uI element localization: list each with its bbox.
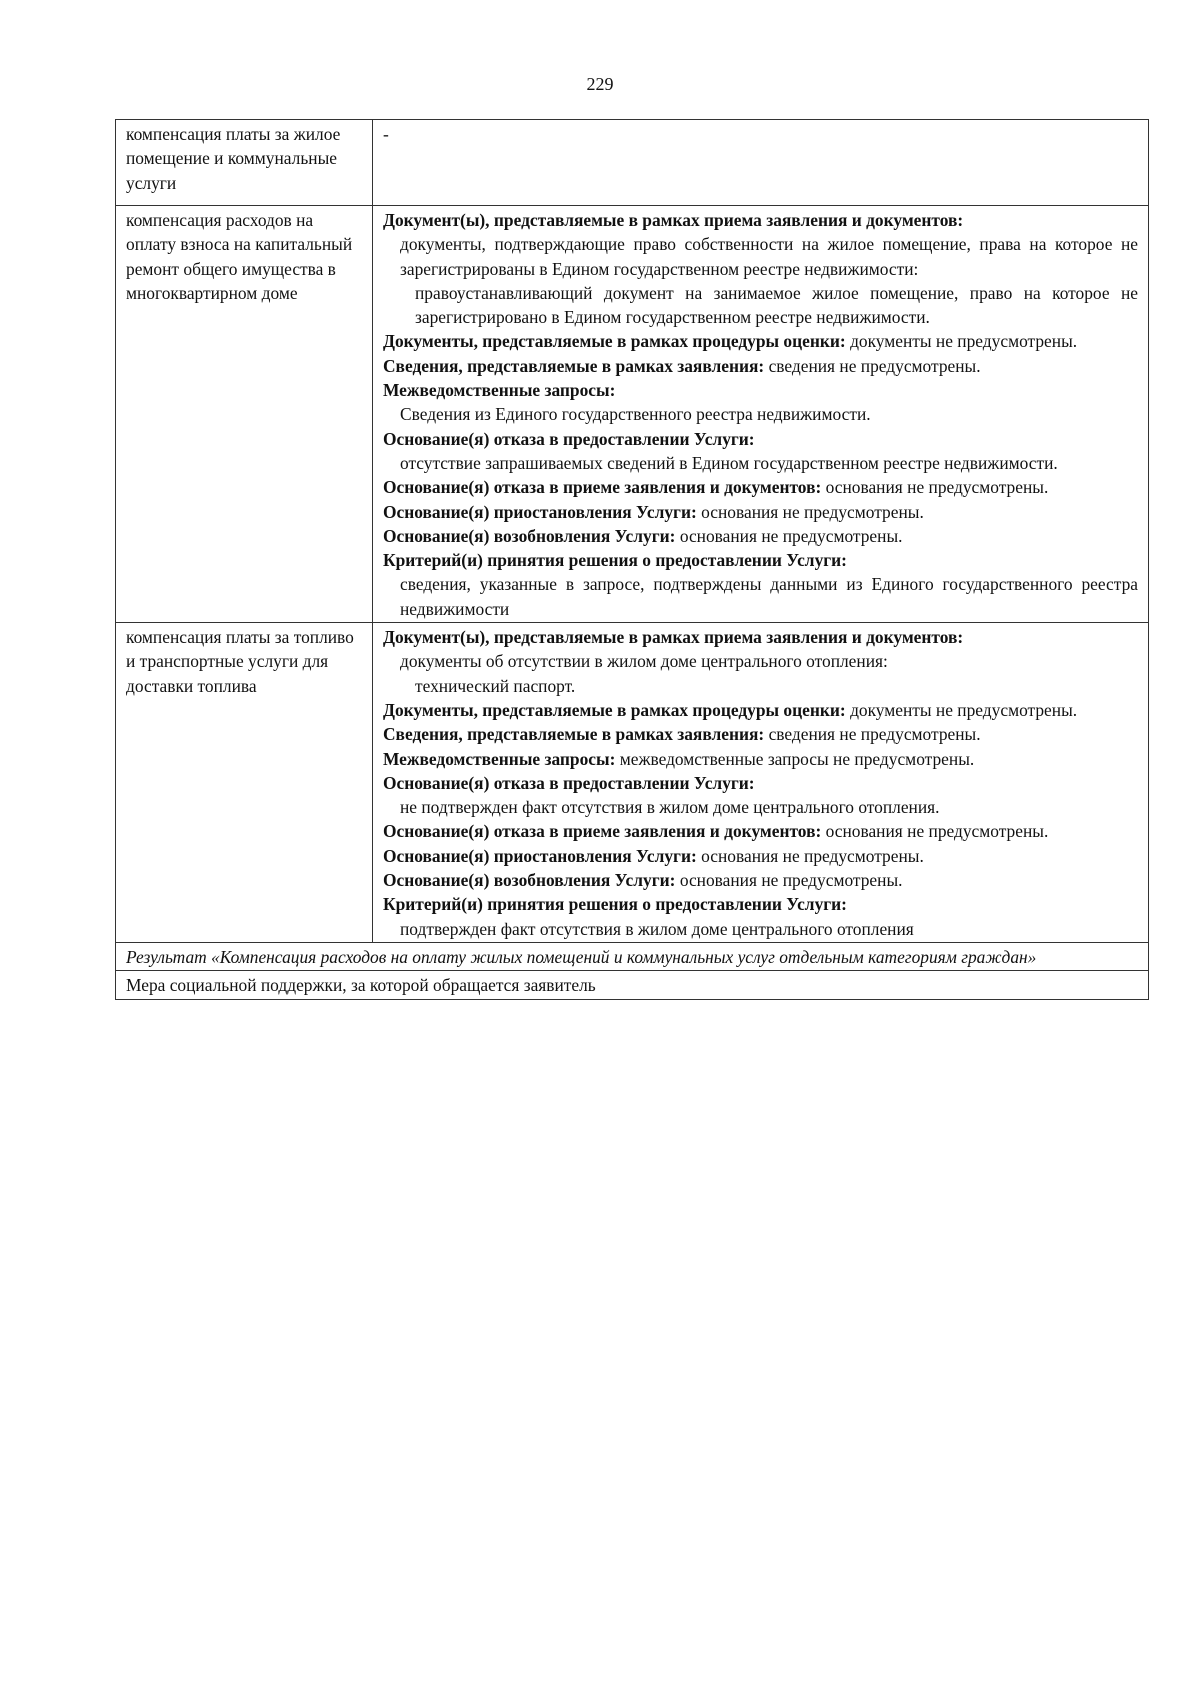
measure-title-cell [116, 971, 1149, 999]
result-row [116, 942, 1149, 970]
measure-cell [116, 623, 373, 943]
resume-value: основания не предусмотрены. [679, 525, 903, 546]
details-cell [373, 206, 1149, 623]
docs-heading: Документ(ы), представляемые в рамках приема заявления и документов: [383, 210, 964, 230]
info-heading: Сведения, представляемые в рамках заявления: [383, 724, 765, 745]
docs-item: документы, подтверждающие право собственности на жилое помещение, права на которое не зарегистрированы в Едином государственном реестре недвижимости: [400, 234, 1138, 279]
measure-row [116, 971, 1149, 999]
refusal-heading: Основание(я) отказа в предоставлении Услуги: [383, 772, 755, 793]
criteria-heading: Критерий(и) принятия решения о предоставлении Услуги: [383, 550, 847, 571]
eval-value: документы не предусмотрены. [850, 699, 1078, 720]
inter-item: Сведения из Единого государственного реестра недвижимости. [400, 404, 871, 425]
criteria-item: подтвержден факт отсутствия в жилом доме центрального отопления [400, 918, 914, 939]
measure-name: компенсация расходов на оплату взноса на капитальный ремонт общего имущества в многоквартирном доме [126, 210, 353, 303]
docs-subitem: технический паспорт. [415, 675, 576, 696]
suspend-heading: Основание(я) приостановления Услуги: [383, 501, 697, 522]
resume-value: основания не предусмотрены. [679, 870, 903, 891]
docs-heading: Документ(ы), представляемые в рамках приема заявления и документов: [383, 627, 964, 648]
measure-cell [116, 120, 373, 206]
inter-value: межведомственные запросы не предусмотрены. [619, 748, 975, 769]
refusal-item: отсутствие запрашиваемых сведений в Едином государственном реестре недвижимости. [400, 452, 1058, 473]
eval-value: документы не предусмотрены. [850, 331, 1078, 352]
result-text: Результат «Компенсация расходов на оплату жилых помещений и коммунальных услуг отдельным категориям граждан» [126, 946, 1037, 967]
info-heading: Сведения, представляемые в рамках заявления: [383, 355, 765, 376]
reject-value: основания не предусмотрены. [825, 821, 1049, 842]
reject-heading: Основание(я) отказа в приеме заявления и документов: [383, 477, 822, 498]
resume-heading: Основание(я) возобновления Услуги: [383, 870, 676, 891]
info-value: сведения не предусмотрены. [768, 355, 981, 376]
reject-value: основания не предусмотрены. [825, 477, 1049, 498]
table-row [116, 120, 1149, 206]
details-text: - [383, 124, 389, 144]
measure-name: компенсация платы за топливо и транспортные услуги для доставки топлива [126, 627, 354, 696]
eval-heading: Документы, представляемые в рамках процедуры оценки: [383, 331, 846, 352]
measure-title: Мера социальной поддержки, за которой обращается заявитель [126, 975, 596, 996]
page-number: 229 [586, 74, 614, 94]
table-row [116, 206, 1149, 623]
suspend-heading: Основание(я) приостановления Услуги: [383, 845, 697, 866]
services-table [115, 119, 1149, 1000]
docs-subitem: правоустанавливающий документ на занимаемое жилое помещение, право на которое не зарегистрировано в Едином государственном реестре недвижимости. [415, 282, 1138, 328]
details-cell [373, 623, 1149, 943]
details-cell [373, 120, 1149, 206]
resume-heading: Основание(я) возобновления Услуги: [383, 525, 676, 546]
refusal-item: не подтвержден факт отсутствия в жилом доме центрального отопления. [400, 797, 940, 818]
measure-name: компенсация платы за жилое помещение и коммунальные услуги [126, 124, 341, 193]
criteria-item: сведения, указанные в запросе, подтверждены данными из Единого государственного реестра недвижимости [400, 574, 1138, 619]
suspend-value: основания не предусмотрены. [701, 501, 924, 522]
refusal-heading: Основание(я) отказа в предоставлении Услуги: [383, 428, 755, 449]
result-cell [116, 942, 1149, 970]
measure-cell [116, 206, 373, 623]
criteria-heading: Критерий(и) принятия решения о предоставлении Услуги: [383, 894, 847, 915]
table-row [116, 623, 1149, 943]
reject-heading: Основание(я) отказа в приеме заявления и документов: [383, 821, 822, 842]
info-value: сведения не предусмотрены. [768, 724, 981, 745]
suspend-value: основания не предусмотрены. [701, 845, 924, 866]
eval-heading: Документы, представляемые в рамках процедуры оценки: [383, 699, 846, 720]
inter-heading: Межведомственные запросы: [383, 748, 616, 769]
inter-heading: Межведомственные запросы: [383, 380, 616, 401]
docs-item: документы об отсутствии в жилом доме центрального отопления: [400, 651, 888, 672]
